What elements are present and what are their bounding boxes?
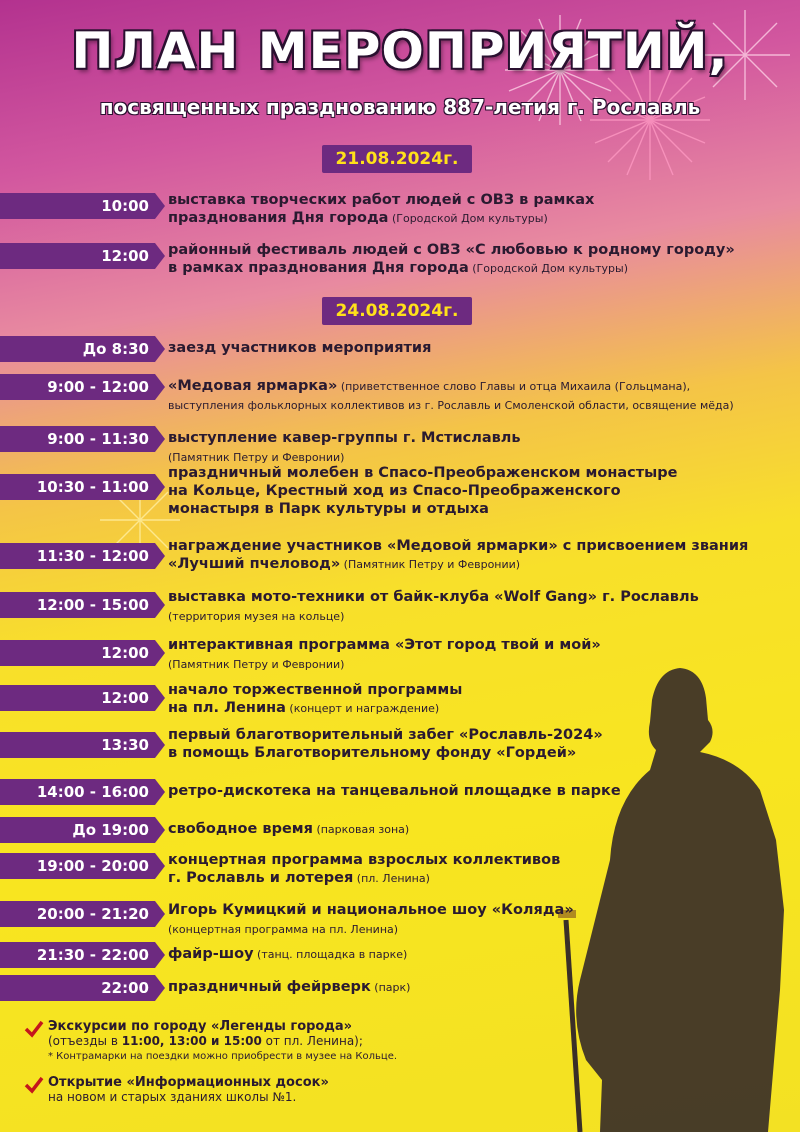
event-desc: начало торжественной программы на пл. Ленина (концерт и награждение)	[168, 682, 463, 716]
event-desc: интерактивная программа «Этот город твой и мой» (Памятник Петру и Февронии)	[168, 637, 601, 671]
event-time: 9:00 - 12:00	[0, 374, 155, 400]
event-time: 12:00	[0, 243, 155, 269]
event-desc: заезд участников мероприятия	[168, 340, 432, 356]
event-time: 10:00	[0, 193, 155, 219]
checkmark-icon	[24, 1075, 44, 1095]
event-desc: «Медовая ярмарка» (приветственное слово Главы и отца Михаила (Гольцмана), выступления фольклорных коллективов из г. Рославль и Смоленской области, освящение мёда)	[168, 378, 734, 412]
event-time: 11:30 - 12:00	[0, 543, 155, 569]
event-time: До 8:30	[0, 336, 155, 362]
event-desc: районный фестиваль людей с ОВЗ «С любовью к родному городу» в рамках празднования Дня города (Городской Дом культуры)	[168, 242, 735, 276]
event-desc: свободное время (парковая зона)	[168, 821, 410, 837]
event-desc: награждение участников «Медовой ярмарки» с присвоением звания «Лучший пчеловод» (Памятник Петру и Февронии)	[168, 538, 749, 572]
event-row	[0, 243, 800, 283]
event-desc: праздничный фейрверк (парк)	[168, 979, 411, 995]
date-badge: 21.08.2024г.	[322, 145, 472, 173]
date-badge: 24.08.2024г.	[322, 297, 472, 325]
event-desc: концертная программа взрослых коллективов г. Рославль и лотерея (пл. Ленина)	[168, 852, 561, 886]
page-title: ПЛАН МЕРОПРИЯТИЙ,	[71, 22, 729, 80]
event-desc: выставка мото-техники от байк-клуба «Wolf Gang» г. Рославль (территория музея на кольце)	[168, 589, 699, 623]
event-desc: ретро-дискотека на танцевальной площадке в парке	[168, 783, 621, 799]
checkmark-icon	[24, 1019, 44, 1039]
event-time: 13:30	[0, 732, 155, 758]
event-row	[0, 193, 800, 233]
event-time: 22:00	[0, 975, 155, 1001]
boards-title: Открытие «Информационных досок»	[48, 1075, 329, 1090]
event-time: 14:00 - 16:00	[0, 779, 155, 805]
boards-note	[48, 1075, 329, 1105]
event-time: 19:00 - 20:00	[0, 853, 155, 879]
event-desc: праздничный молебен в Спасо-Преображенском монастыре на Кольце, Крестный ход из Спасо-Преображенского монастыря в Парк культуры и отдыха	[168, 465, 678, 517]
page-subtitle: посвященных празднованию 887-летия г. Рославль	[99, 95, 701, 119]
event-time: 12:00	[0, 640, 155, 666]
excursions-times: (отъезды в 11:00, 13:00 и 15:00 от пл. Ленина);	[48, 1034, 363, 1048]
event-time: 12:00 - 15:00	[0, 592, 155, 618]
event-desc: Игорь Кумицкий и национальное шоу «Коляда» (концертная программа на пл. Ленина)	[168, 902, 574, 936]
event-time: 21:30 - 22:00	[0, 942, 155, 968]
event-desc: файр-шоу (танц. площадка в парке)	[168, 946, 408, 962]
event-time: До 19:00	[0, 817, 155, 843]
event-time: 10:30 - 11:00	[0, 474, 155, 500]
excursions-title: Экскурсии по городу «Легенды города»	[48, 1019, 353, 1034]
event-time: 9:00 - 11:30	[0, 426, 155, 452]
excursions-note	[48, 1019, 397, 1064]
event-desc: выступление кавер-группы г. Мстиславль (Памятник Петру и Февронии)	[168, 430, 521, 464]
event-desc: первый благотворительный забег «Рославль-2024» в помощь Благотворительному фонду «Гордей»	[168, 727, 603, 761]
boards-line: на новом и старых зданиях школы №1.	[48, 1090, 297, 1104]
event-time: 12:00	[0, 685, 155, 711]
event-time: 20:00 - 21:20	[0, 901, 155, 927]
excursions-footnote: * Контрамарки на поездки можно приобрести в музее на Кольце.	[48, 1051, 398, 1062]
event-desc: выставка творческих работ людей с ОВЗ в рамках празднования Дня города (Городской Дом культуры)	[168, 192, 595, 226]
